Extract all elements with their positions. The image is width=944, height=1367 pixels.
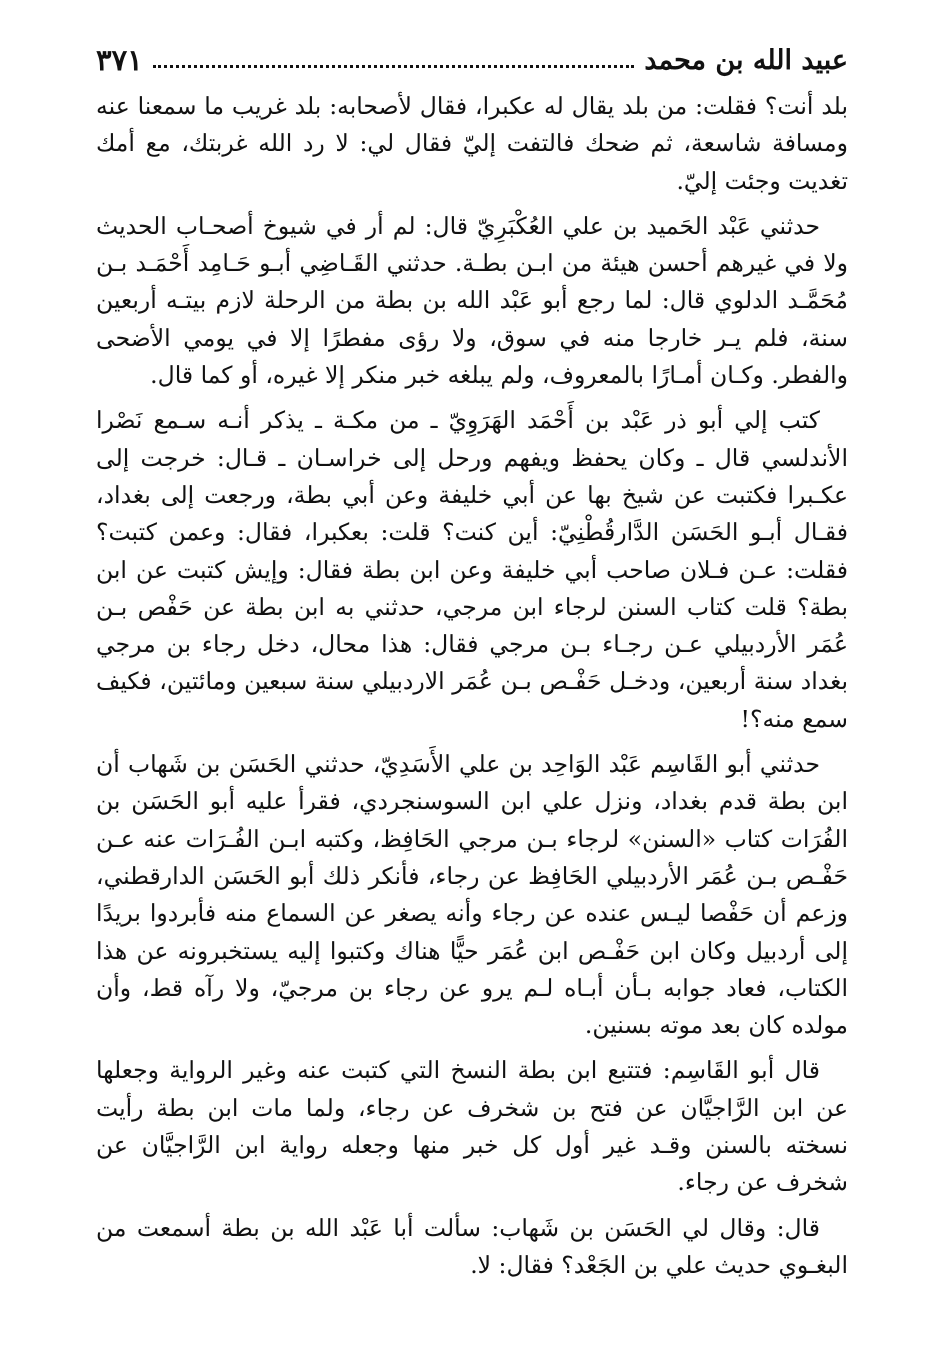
page-body <box>96 88 848 1292</box>
page-number: ٣٧١ <box>96 43 143 77</box>
paragraph-abu-dharr: كتب إلي أبو ذر عَبْد بن أَحْمَد الهَرَوِيّ ـ من مكـة ـ يذكر أنـه سـمع نَصْرا الأندلسي قال ـ وكان يحفظ ويفهم ورحل إلى خراسـان ـ قـال: خرجت إلى عكـبرا فكتبت عن شيخ بها عن أبي خليفة وعن أبي بطة، ورجعت إلى بغداد، فقـال أبـو الحَسَن الدَّارقُطْنِيّ: أين كنت؟ قلت: بعكبرا، فقال: وعمن كتبت؟ فقلت: عـن فـلان صاحب أبي خليفة وعن ابن بطة فقال: وإيش كتبت عن ابن بطة؟ قلت كتاب السنن لرجاء ابن مرجي، حدثني به ابن بطة عن حَفْص بـن عُمَر الأردبيلي عـن رجـاء بـن مرجي فقال: هذا محال، دخل رجاء بن مرجي بغداد سنة أربعين، ودخـل حَفْـص بـن عُمَر الاردبيلي سنة سبعين ومائتين، فكيف سمع منه؟! <box>96 406 848 733</box>
paragraph-continued: بلد أنت؟ فقلت: من بلد يقال له عكبرا، فقال لأصحابه: بلد غريب ما سمعنا عنه ومسافة شاسعة، ثم ضحك فالتفت إليّ فقال لي: لا رد الله غربتك، مع أمك تغديت وجئت إليّ. <box>96 92 848 195</box>
paragraph-abd-al-hamid: حدثني عَبْد الحَميد بن علي العُكْبَرِيّ قال: لم أر في شيوخ أصحـاب الحديث ولا في غيرهم أحسن هيئة من ابـن بطـة. حدثني القَـاضِي أبـو حَـامِد أَحْمَـد بـن مُحَمَّـد الدلوي قال: لما رجع أبو عَبْد الله بن بطة من الرحلة لازم بيتـه أربعين سنة، فلم يـر خارجا منه في سوق، ولا رؤى مفطرًا إلا في يومي الأضحى والفطر. وكـان أمـارًا بالمعروف، ولم يبلغه خبر منكر إلا غيره، أو كما قال. <box>96 211 848 390</box>
running-head-title: عبيد الله بن محمد <box>644 44 848 76</box>
paragraph-qala-abu-al-qasim: قال أبو القَاسِم: فتتبع ابن بطة النسخ التي كتبت عنه وغير الرواية وجعلها عن ابن الرَّاجيَّان عن فتح بن شخرف عن رجاء، ولما مات ابن بطة رأيت نسخته بالسنن وقـد غير أول كل خبر منها وجعله رواية ابن الرَّاجيَّان عن شخرف عن رجاء. <box>96 1056 848 1197</box>
dotted-leader <box>153 65 635 68</box>
running-head <box>96 38 848 82</box>
paragraph-ibn-shihab: قال: وقال لي الحَسَن بن شَهاب: سألت أبا عَبْد الله بن بطة أسمعت من البغـوي حديث علي بن الجَعْد؟ فقال: لا. <box>96 1213 848 1279</box>
paragraph-abu-al-qasim: حدثني أبو القَاسِم عَبْد الوَاحِد بن علي الأَسَدِيّ، حدثني الحَسَن بن شَهاب أن ابن بطة قدم بغداد، ونزل علي ابن السوسنجردي، فقرأ عليه أبو الحَسَن بن الفُرَات كتاب «السنن» لرجاء بـن مرجي الحَافِظ، وكتبه ابـن الفُـرَات عنه عـن حَفْـص بـن عُمَر الأردبيلي الحَافِظ عن رجاء، فأنكر ذلك أبو الحَسَن الدارقطني، وزعم أن حَفْصا ليـس عنده عن رجاء وأنه يصغر عن السماع منه فأبردوا بريدًا إلى أردبيل وكان ابن حَفْـص ابن عُمَر حيًّا هناك وكتبوا إليه يستخبرونه عن هذا الكتاب، فعاد جوابه بـأن أبـاه لـم يرو عن رجاء بن مرجيّ، ولا رآه قط، وأن مولده كان بعد موته بسنين. <box>96 750 848 1040</box>
